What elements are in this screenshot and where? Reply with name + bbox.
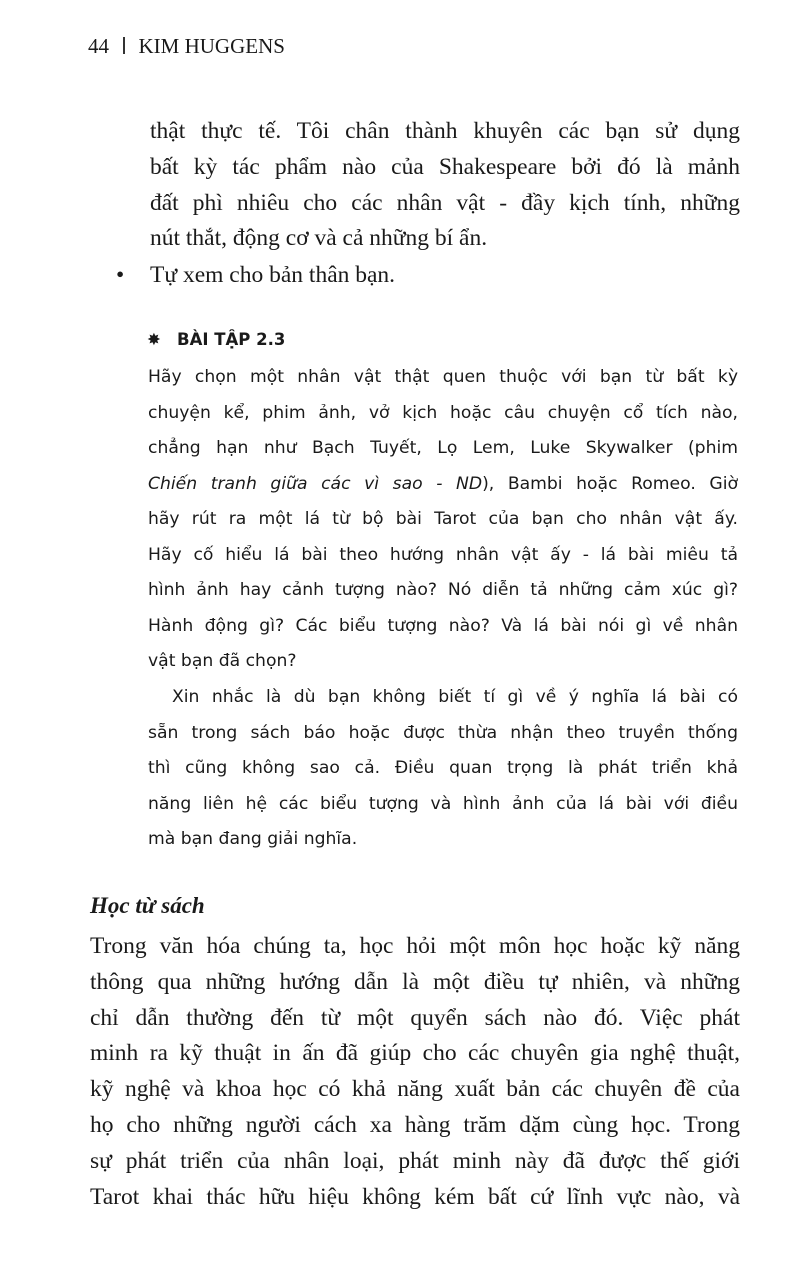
- exercise-paragraph-1: [148, 360, 738, 680]
- text-line: chẳng hạn như Bạch Tuyết, Lọ Lem, Luke Skywalker (phim: [148, 438, 738, 458]
- exercise-heading: [147, 330, 285, 349]
- text-line: Hãy cố hiểu lá bài theo hướng nhân vật ấy - lá bài miêu tả: [148, 544, 738, 565]
- text-line: năng liên hệ các biểu tượng và hình ảnh của lá bài với điều: [148, 793, 738, 814]
- bullet-icon: •: [116, 262, 125, 288]
- header-divider: [123, 37, 125, 54]
- text-line: Xin nhắc là dù bạn không biết tí gì về ý nghĩa lá bài có: [172, 687, 738, 707]
- text-line: sự phát triển của nhân loại, phát minh này đã được thế giới: [90, 1147, 740, 1174]
- author-name: KIM HUGGENS: [138, 34, 285, 58]
- text-line: nút thắt, động cơ và cả những bí ẩn.: [150, 225, 488, 252]
- text-line: vật bạn đã chọn?: [148, 651, 297, 671]
- text-line: chuyện kể, phim ảnh, vở kịch hoặc câu chuyện cổ tích nào,: [148, 402, 738, 423]
- text-line: chỉ dẫn thường đến từ một quyển sách nào đó. Việc phát: [90, 1004, 740, 1031]
- intro-paragraph: [150, 114, 740, 257]
- text-line: hình ảnh hay cảnh tượng nào? Nó diễn tả những cảm xúc gì?: [148, 580, 738, 600]
- italic-film-title: Chiến tranh giữa các vì sao - ND: [148, 473, 483, 494]
- text-line: [148, 467, 738, 503]
- page-number: 44: [88, 34, 109, 58]
- text-line: kỹ nghệ và khoa học có khả năng xuất bản các chuyên đề của: [90, 1076, 740, 1103]
- text-line: Tarot khai thác hữu hiệu không kém bất cứ lĩnh vực nào, và: [90, 1183, 740, 1210]
- running-header: [88, 34, 285, 59]
- text-line: mà bạn đang giải nghĩa.: [148, 829, 358, 849]
- text-line: Hãy chọn một nhân vật thật quen thuộc với bạn từ bất kỳ: [148, 367, 738, 387]
- text-line: Hành động gì? Các biểu tượng nào? Và lá bài nói gì về nhân: [148, 615, 738, 636]
- section-heading: Học từ sách: [90, 893, 205, 918]
- text-line: thì cũng không sao cả. Điều quan trọng là phát triển khả: [148, 758, 738, 778]
- text-line: Trong văn hóa chúng ta, học hỏi một môn học hoặc kỹ năng: [90, 933, 740, 959]
- section-paragraph: [90, 929, 740, 1215]
- bullet-text: Tự xem cho bản thân bạn.: [150, 262, 396, 288]
- text-line: đất phì nhiêu cho các nhân vật - đầy kịch tính, những: [150, 189, 740, 216]
- text-line: họ cho những người cách xa hàng trăm dặm cùng học. Trong: [90, 1111, 740, 1138]
- text-line: thật thực tế. Tôi chân thành khuyên các bạn sử dụng: [150, 118, 740, 144]
- text-fragment: ), Bambi hoặc Romeo. Giờ: [482, 473, 738, 494]
- text-line: hãy rút ra một lá từ bộ bài Tarot của bạn cho nhân vật ấy.: [148, 509, 738, 529]
- text-line: thông qua những hướng dẫn là một điều tự nhiên, và những: [90, 968, 740, 995]
- text-line: sẵn trong sách báo hoặc được thừa nhận theo truyền thống: [148, 722, 738, 743]
- bullet-item: [150, 258, 740, 294]
- asterisk-star-icon: ✸: [147, 330, 161, 349]
- text-line: minh ra kỹ thuật in ấn đã giúp cho các chuyên gia nghệ thuật,: [90, 1040, 740, 1067]
- exercise-paragraph-2: [148, 680, 738, 858]
- exercise-title: BÀI TẬP 2.3: [177, 330, 286, 349]
- text-line: bất kỳ tác phẩm nào của Shakespeare bởi đó là mảnh: [150, 153, 740, 180]
